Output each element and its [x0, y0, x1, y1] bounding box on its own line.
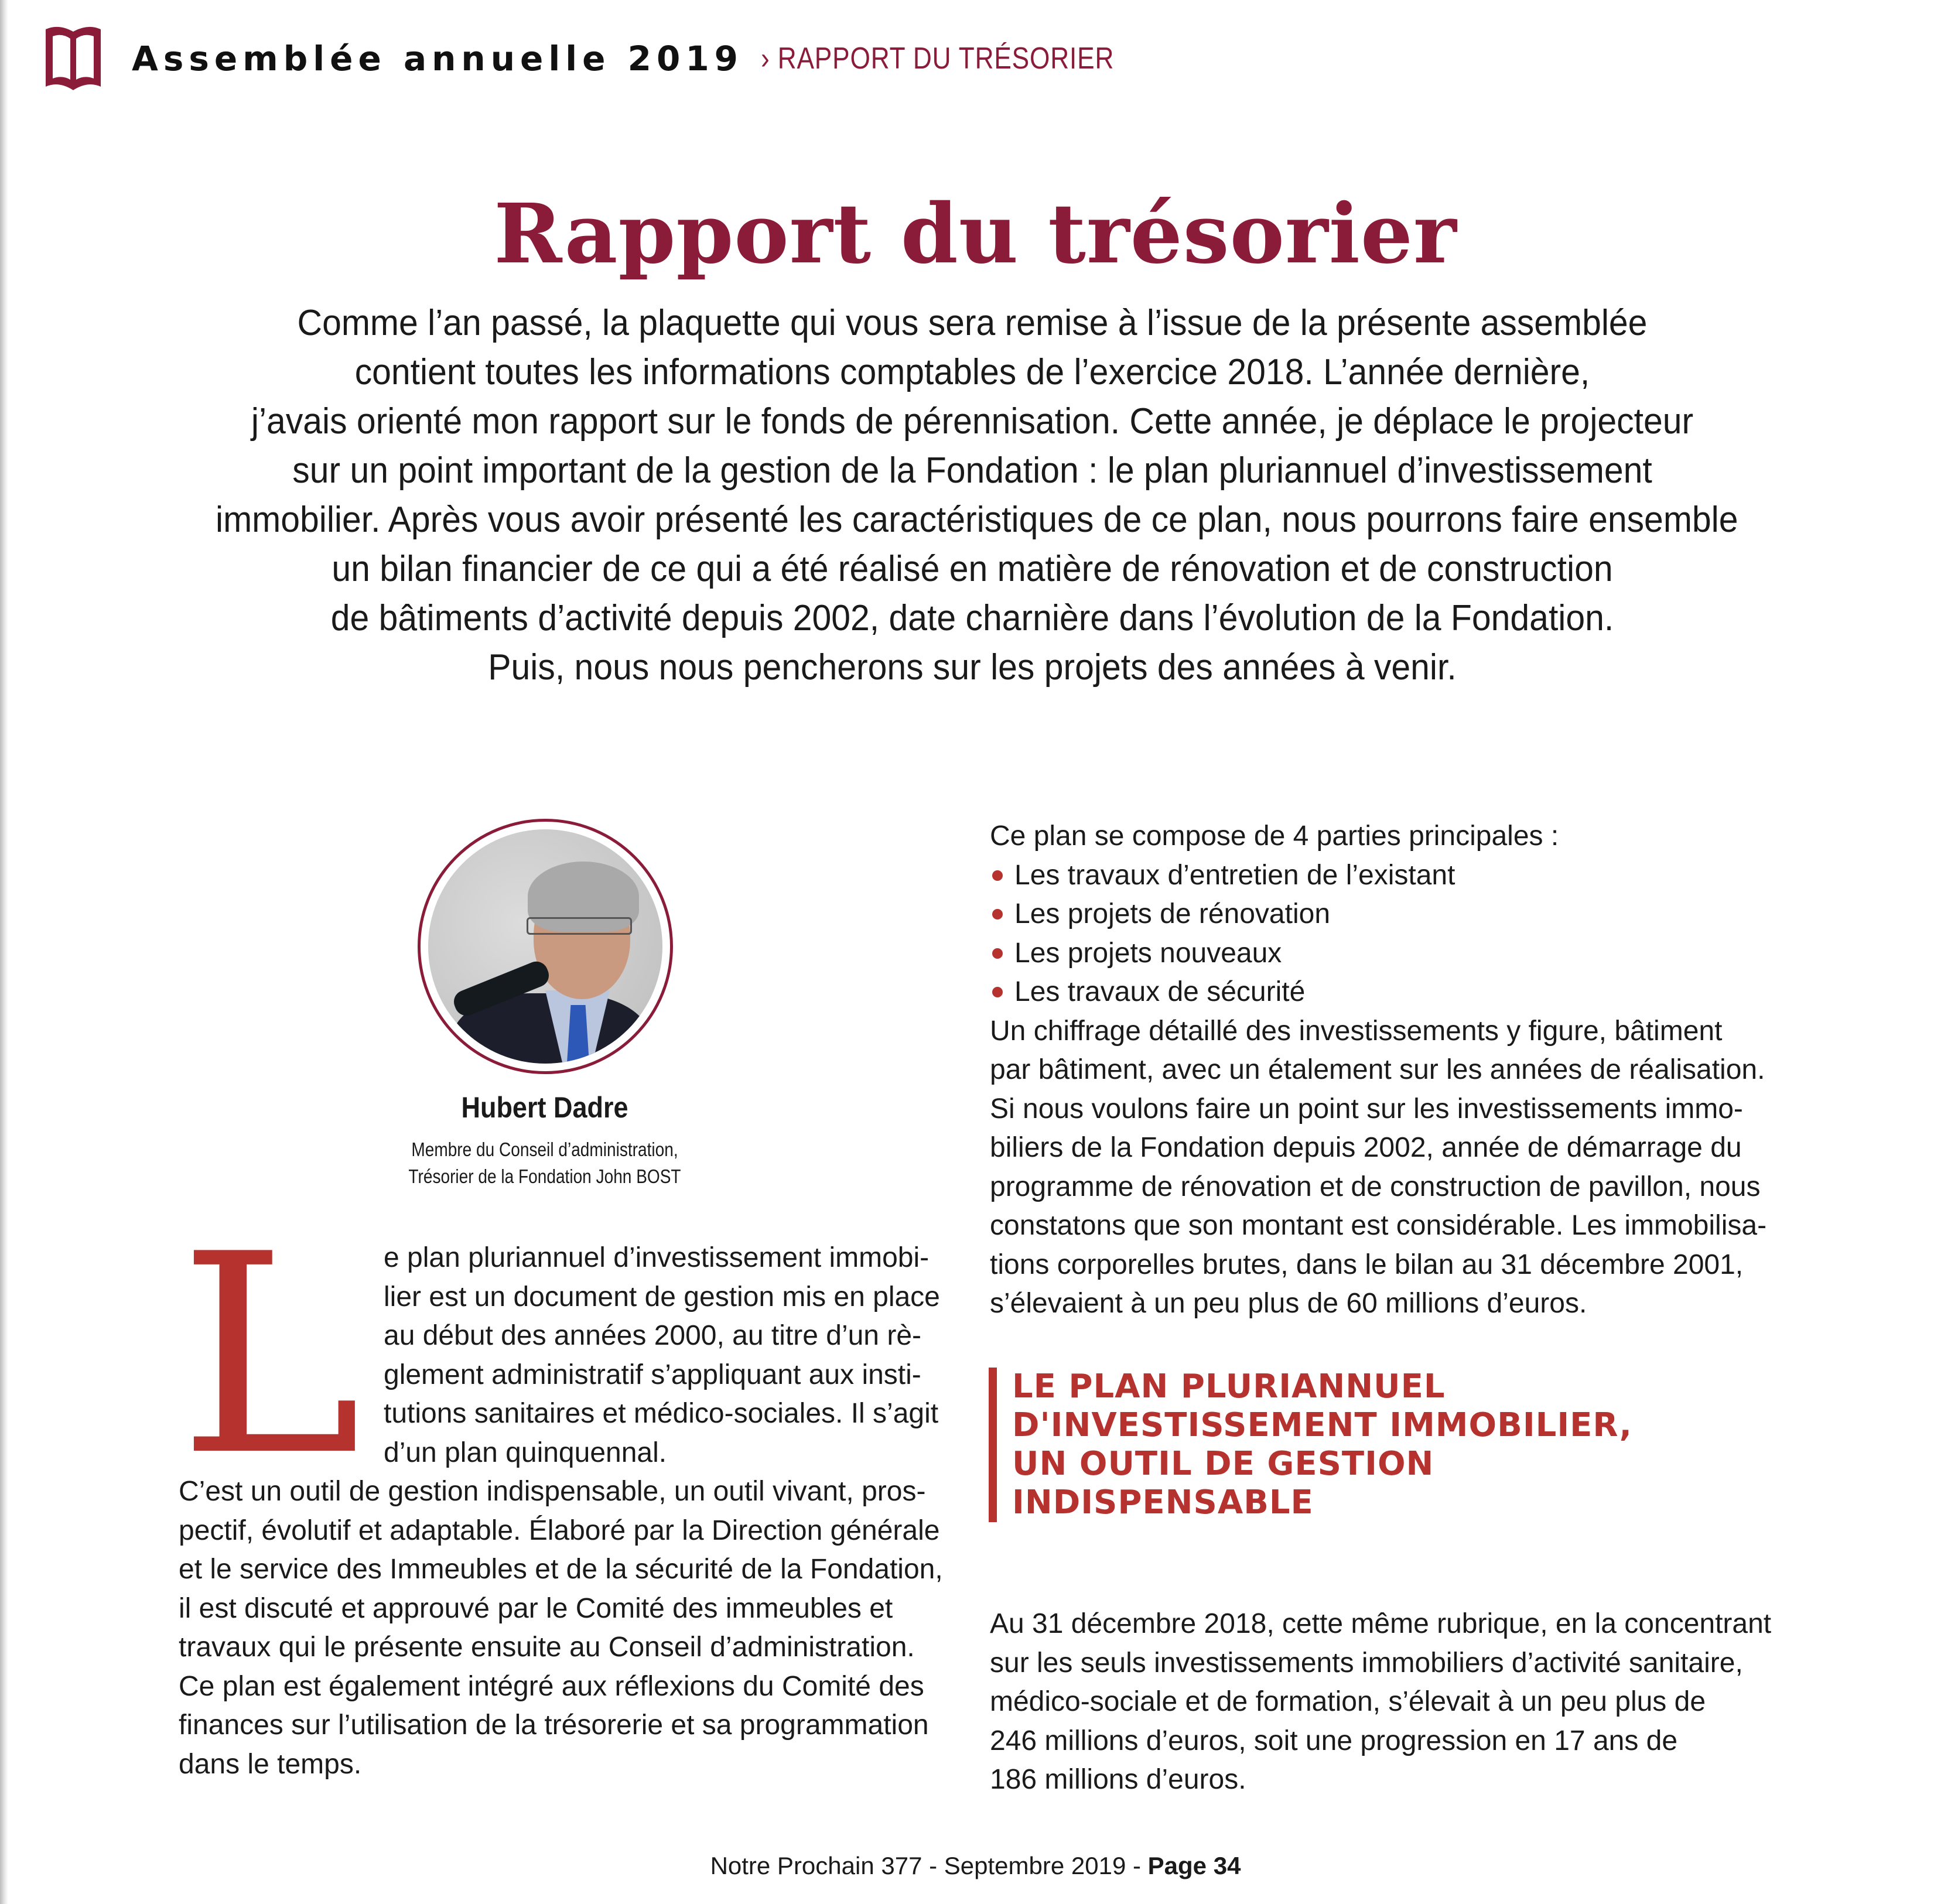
body-line: dans le temps. [179, 1748, 362, 1780]
section-subheading [989, 1368, 1744, 1522]
body-line: médico-sociale et de formation, s’élevait à un peu plus de [990, 1686, 1706, 1717]
body-line: Au 31 décembre 2018, cette même rubrique, en la concentrant [990, 1608, 1772, 1639]
intro-line: immobilier. Après vous avoir présenté les caractéristiques de ce plan, nous pourrons faire ensemble [216, 500, 1738, 540]
page-number: Page 34 [1147, 1852, 1241, 1879]
body-line: 246 millions d’euros, soit une progression en 17 ans de [990, 1725, 1678, 1756]
body-line: glement administratif s’appliquant aux insti- [384, 1359, 921, 1390]
intro-paragraph [216, 299, 1738, 692]
body-line: biliers de la Fondation depuis 2002, année de démarrage du [990, 1132, 1742, 1163]
bullet-icon [992, 987, 1003, 997]
author-portrait [418, 819, 673, 1074]
body-line: pectif, évolutif et adaptable. Élaboré par la Direction générale [179, 1515, 940, 1546]
page-binding-edge [0, 0, 8, 1904]
page-header [41, 23, 1177, 94]
author-role-line: Membre du Conseil d’administration, [411, 1139, 678, 1160]
body-line: d’un plan quinquennal. [384, 1437, 667, 1468]
intro-line: de bâtiments d’activité depuis 2002, date charnière dans l’évolution de la Fondation. [330, 598, 1614, 638]
body-line: travaux qui le présente ensuite au Conseil d’administration. [179, 1632, 915, 1663]
author-role-line: Trésorier de la Fondation John BOST [408, 1165, 681, 1187]
subheading-line: INDISPENSABLE [1012, 1483, 1314, 1522]
body-line: programme de rénovation et de construction de pavillon, nous [990, 1171, 1761, 1202]
body-line: constatons que son montant est considérable. Les immobilisa- [990, 1210, 1767, 1241]
section-title: Assemblée annuelle 2019 [132, 39, 744, 78]
author-name: Hubert Dadre [461, 1091, 628, 1124]
intro-line: un bilan financier de ce qui a été réalisé en matière de rénovation et de construction [332, 549, 1613, 589]
intro-line: j’avais orienté mon rapport sur le fonds de pérennisation. Cette année, je déplace le projecteur [251, 401, 1694, 442]
intro-line: Comme l’an passé, la plaquette qui vous sera remise à l’issue de la présente assemblée [297, 303, 1648, 343]
dropcap-letter: L [179, 1195, 362, 1516]
body-line: Si nous voulons faire un point sur les investissements immo- [990, 1093, 1743, 1124]
body-line: sur les seuls investissements immobiliers d’activité sanitaire, [990, 1647, 1743, 1679]
breadcrumb[interactable]: › RAPPORT DU TRÉSORIER [761, 42, 1115, 76]
right-column-continued [990, 1605, 1772, 1800]
subheading-line: D'INVESTISSEMENT IMMOBILIER, [1012, 1406, 1632, 1444]
body-line: Un chiffrage détaillé des investissements y figure, bâtiment [990, 1015, 1723, 1047]
body-line: lier est un document de gestion mis en place [384, 1281, 940, 1312]
left-column [179, 1195, 943, 1784]
list-intro: Ce plan se compose de 4 parties principales : [990, 821, 1559, 852]
bullet-icon [992, 870, 1003, 881]
intro-line: sur un point important de la gestion de la Fondation : le plan pluriannuel d’investissement [292, 450, 1652, 491]
intro-line: Puis, nous nous pencherons sur les projets des années à venir. [488, 647, 1457, 688]
plan-parts-list [990, 856, 1751, 1012]
open-book-icon [41, 23, 105, 94]
list-item: Les projets nouveaux [990, 934, 1751, 973]
body-line: C’est un outil de gestion indispensable, un outil vivant, pros- [179, 1476, 926, 1507]
author-role [381, 1136, 709, 1190]
body-line: par bâtiment, avec un étalement sur les années de réalisation. [990, 1054, 1765, 1085]
body-line: au début des années 2000, au titre d’un rè- [384, 1320, 921, 1351]
author-photo [428, 829, 662, 1064]
publication-info: Notre Prochain 377 - Septembre 2019 - [710, 1852, 1148, 1879]
body-line: s’élevaient à un peu plus de 60 millions d’euros. [990, 1288, 1587, 1319]
list-item: Les travaux d’entretien de l’existant [990, 856, 1751, 895]
intro-line: contient toutes les informations comptables de l’exercice 2018. L’année dernière, [354, 352, 1590, 392]
article-title: Rapport du trésorier [494, 186, 1457, 282]
body-line: il est discuté et approuvé par le Comité des immeubles et [179, 1592, 893, 1624]
right-column [990, 817, 1767, 1324]
body-line: finances sur l’utilisation de la trésorerie et sa programmation [179, 1710, 929, 1741]
bullet-icon [992, 948, 1003, 959]
list-item: Les projets de rénovation [990, 895, 1751, 934]
subheading-line: LE PLAN PLURIANNUEL [1012, 1368, 1446, 1406]
bullet-icon [992, 909, 1003, 919]
body-line: tutions sanitaires et médico-sociales. Il s’agit [384, 1398, 939, 1429]
body-line: 186 millions d’euros. [990, 1764, 1246, 1795]
subheading-line: UN OUTIL DE GESTION [1012, 1445, 1434, 1483]
body-line: e plan pluriannuel d’investissement immobi- [384, 1242, 930, 1273]
page-footer [0, 1852, 1951, 1880]
body-line: Ce plan est également intégré aux réflexions du Comité des [179, 1670, 924, 1702]
body-line: tions corporelles brutes, dans le bilan au 31 décembre 2001, [990, 1249, 1744, 1280]
body-line: et le service des Immeubles et de la sécurité de la Fondation, [179, 1554, 943, 1585]
body-paragraph [179, 1472, 943, 1784]
list-item: Les travaux de sécurité [990, 973, 1751, 1012]
